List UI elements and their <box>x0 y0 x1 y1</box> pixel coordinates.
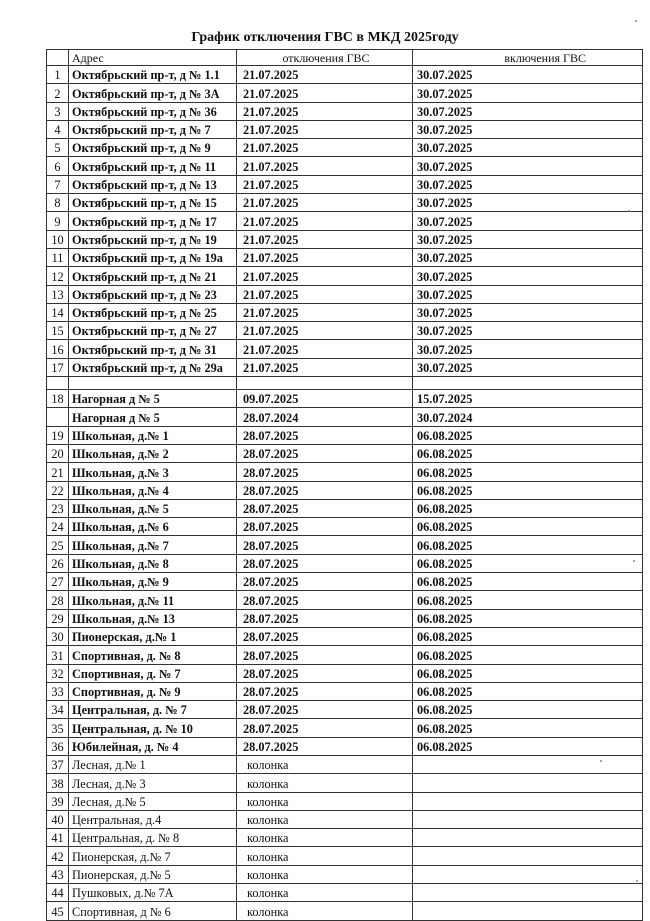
off-date-cell: 21.07.2025 <box>237 267 413 285</box>
table-row <box>47 390 643 408</box>
address-cell: Октябрьский пр-т, д № 7 <box>69 120 237 138</box>
on-date-cell: 30.07.2025 <box>413 230 643 248</box>
row-number-cell: 26 <box>47 554 69 572</box>
address-cell: Октябрьский пр-т, д № 36 <box>69 102 237 120</box>
address-cell: Октябрьский пр-т, д № 19а <box>69 248 237 266</box>
off-date-cell: 28.07.2025 <box>237 627 413 645</box>
address-cell: Школьная, д.№ 8 <box>69 554 237 572</box>
off-date-cell: 28.07.2024 <box>237 408 413 426</box>
row-number-cell: 20 <box>47 444 69 462</box>
table-row <box>47 285 643 303</box>
address-cell: Спортивная, д. № 8 <box>69 646 237 664</box>
on-date-cell: 06.08.2025 <box>413 609 643 627</box>
address-cell: Пионерская, д.№ 5 <box>69 865 237 883</box>
on-date-cell <box>413 377 643 390</box>
on-date-cell: 30.07.2025 <box>413 194 643 212</box>
row-number-cell: 2 <box>47 84 69 102</box>
on-date-cell: 06.08.2025 <box>413 444 643 462</box>
row-number-cell <box>47 377 69 390</box>
row-number-cell: 3 <box>47 102 69 120</box>
row-number-cell: 12 <box>47 267 69 285</box>
off-date-cell: 21.07.2025 <box>237 84 413 102</box>
on-date-cell: 06.08.2025 <box>413 627 643 645</box>
table-row <box>47 518 643 536</box>
address-cell: Школьная, д.№ 6 <box>69 518 237 536</box>
row-number-cell: 24 <box>47 518 69 536</box>
off-date-cell: колонка <box>237 792 413 810</box>
on-date-cell: 30.07.2025 <box>413 139 643 157</box>
table-row <box>47 847 643 865</box>
on-date-cell: 06.08.2025 <box>413 682 643 700</box>
address-cell: Октябрьский пр-т, д № 29а <box>69 358 237 376</box>
address-cell: Октябрьский пр-т, д № 15 <box>69 194 237 212</box>
row-number-cell: 42 <box>47 847 69 865</box>
scan-speck <box>633 560 635 562</box>
off-date-cell: 28.07.2025 <box>237 719 413 737</box>
address-cell <box>69 377 237 390</box>
on-date-cell: 06.08.2025 <box>413 737 643 755</box>
address-cell: Юбилейная, д. № 4 <box>69 737 237 755</box>
off-date-cell: 28.07.2025 <box>237 444 413 462</box>
row-number-cell: 9 <box>47 212 69 230</box>
table-row <box>47 481 643 499</box>
address-cell: Центральная, д.4 <box>69 810 237 828</box>
off-date-cell: 28.07.2025 <box>237 591 413 609</box>
address-cell: Октябрьский пр-т, д № 25 <box>69 303 237 321</box>
off-date-cell: 28.07.2025 <box>237 646 413 664</box>
table-row <box>47 248 643 266</box>
on-date-cell: 30.07.2025 <box>413 102 643 120</box>
scan-speck <box>635 20 637 22</box>
row-number-cell: 21 <box>47 463 69 481</box>
off-date-cell: 28.07.2025 <box>237 426 413 444</box>
table-body <box>47 50 643 921</box>
row-number-cell: 14 <box>47 303 69 321</box>
on-date-cell: 30.07.2025 <box>413 248 643 266</box>
address-cell: Спортивная, д. № 9 <box>69 682 237 700</box>
off-date-cell: 21.07.2025 <box>237 212 413 230</box>
table-row <box>47 774 643 792</box>
off-date-cell: 28.07.2025 <box>237 481 413 499</box>
table-row <box>47 230 643 248</box>
table-row <box>47 66 643 84</box>
address-cell: Школьная, д.№ 11 <box>69 591 237 609</box>
address-cell: Октябрьский пр-т, д № 11 <box>69 157 237 175</box>
address-cell: Октябрьский пр-т, д № 9 <box>69 139 237 157</box>
row-number-cell: 4 <box>47 120 69 138</box>
off-date-cell: 21.07.2025 <box>237 358 413 376</box>
row-number-cell: 43 <box>47 865 69 883</box>
off-date-cell: 28.07.2025 <box>237 536 413 554</box>
on-date-cell: 06.08.2025 <box>413 719 643 737</box>
table-row <box>47 554 643 572</box>
off-date-cell: 21.07.2025 <box>237 139 413 157</box>
table-row <box>47 267 643 285</box>
off-date-cell: колонка <box>237 829 413 847</box>
row-number-cell: 41 <box>47 829 69 847</box>
off-date-cell: колонка <box>237 865 413 883</box>
table-row <box>47 139 643 157</box>
on-date-cell: 30.07.2025 <box>413 358 643 376</box>
on-date-cell: 30.07.2025 <box>413 267 643 285</box>
table-row <box>47 829 643 847</box>
address-cell: Центральная, д. № 10 <box>69 719 237 737</box>
table-row <box>47 664 643 682</box>
on-date-cell <box>413 902 643 920</box>
table-row <box>47 755 643 773</box>
on-date-cell <box>413 810 643 828</box>
on-date-cell: 30.07.2025 <box>413 175 643 193</box>
row-number-cell: 13 <box>47 285 69 303</box>
off-date-cell: 28.07.2025 <box>237 701 413 719</box>
table-row <box>47 536 643 554</box>
address-cell: Пионерская, д.№ 7 <box>69 847 237 865</box>
off-date-cell: 28.07.2025 <box>237 609 413 627</box>
on-date-cell: 06.08.2025 <box>413 518 643 536</box>
table-row <box>47 810 643 828</box>
row-number-cell: 22 <box>47 481 69 499</box>
table-row <box>47 865 643 883</box>
on-date-cell <box>413 884 643 902</box>
outage-schedule-table <box>46 49 643 921</box>
address-cell: Школьная, д.№ 9 <box>69 573 237 591</box>
table-row <box>47 358 643 376</box>
row-number-cell: 29 <box>47 609 69 627</box>
header-on-date-cell: включения ГВС <box>413 50 643 66</box>
address-cell: Школьная, д.№ 2 <box>69 444 237 462</box>
table-row <box>47 499 643 517</box>
on-date-cell <box>413 755 643 773</box>
off-date-cell: колонка <box>237 755 413 773</box>
on-date-cell: 30.07.2025 <box>413 303 643 321</box>
on-date-cell: 30.07.2025 <box>413 322 643 340</box>
table-row <box>47 573 643 591</box>
on-date-cell <box>413 865 643 883</box>
table-row <box>47 792 643 810</box>
row-number-cell: 35 <box>47 719 69 737</box>
off-date-cell: 28.07.2025 <box>237 499 413 517</box>
off-date-cell: колонка <box>237 810 413 828</box>
table-row <box>47 646 643 664</box>
address-cell: Октябрьский пр-т, д № 27 <box>69 322 237 340</box>
row-number-cell: 40 <box>47 810 69 828</box>
table-header-row <box>47 50 643 66</box>
row-number-cell: 38 <box>47 774 69 792</box>
row-number-cell: 27 <box>47 573 69 591</box>
off-date-cell: колонка <box>237 902 413 920</box>
address-cell: Октябрьский пр-т, д № 21 <box>69 267 237 285</box>
off-date-cell: 09.07.2025 <box>237 390 413 408</box>
table-row <box>47 212 643 230</box>
off-date-cell: колонка <box>237 884 413 902</box>
address-cell: Школьная, д.№ 7 <box>69 536 237 554</box>
on-date-cell: 30.07.2025 <box>413 212 643 230</box>
table-row <box>47 463 643 481</box>
address-cell: Школьная, д.№ 1 <box>69 426 237 444</box>
off-date-cell: 28.07.2025 <box>237 463 413 481</box>
table-row <box>47 884 643 902</box>
off-date-cell: 21.07.2025 <box>237 303 413 321</box>
address-cell: Пушковых, д.№ 7А <box>69 884 237 902</box>
table-row <box>47 719 643 737</box>
address-cell: Нагорная д № 5 <box>69 390 237 408</box>
table-row <box>47 102 643 120</box>
row-number-cell: 33 <box>47 682 69 700</box>
row-number-cell: 7 <box>47 175 69 193</box>
off-date-cell: 21.07.2025 <box>237 322 413 340</box>
on-date-cell <box>413 847 643 865</box>
address-cell: Нагорная д № 5 <box>69 408 237 426</box>
table-row <box>47 444 643 462</box>
off-date-cell: 21.07.2025 <box>237 194 413 212</box>
table-row <box>47 194 643 212</box>
on-date-cell <box>413 829 643 847</box>
on-date-cell: 30.07.2024 <box>413 408 643 426</box>
on-date-cell: 30.07.2025 <box>413 157 643 175</box>
address-cell: Центральная, д. № 7 <box>69 701 237 719</box>
off-date-cell: 21.07.2025 <box>237 66 413 84</box>
off-date-cell <box>237 377 413 390</box>
off-date-cell: 21.07.2025 <box>237 175 413 193</box>
row-number-cell: 10 <box>47 230 69 248</box>
address-cell: Спортивная, д № 6 <box>69 902 237 920</box>
on-date-cell: 06.08.2025 <box>413 426 643 444</box>
address-cell: Октябрьский пр-т, д № 17 <box>69 212 237 230</box>
on-date-cell: 06.08.2025 <box>413 499 643 517</box>
address-cell: Лесная, д.№ 1 <box>69 755 237 773</box>
address-cell: Октябрьский пр-т, д № 31 <box>69 340 237 358</box>
address-cell: Октябрьский пр-т, д № 19 <box>69 230 237 248</box>
row-number-cell: 15 <box>47 322 69 340</box>
on-date-cell: 06.08.2025 <box>413 536 643 554</box>
on-date-cell <box>413 792 643 810</box>
off-date-cell: 21.07.2025 <box>237 248 413 266</box>
header-address-cell: Адрес <box>69 50 237 66</box>
address-cell: Центральная, д. № 8 <box>69 829 237 847</box>
address-cell: Школьная, д.№ 13 <box>69 609 237 627</box>
on-date-cell: 30.07.2025 <box>413 66 643 84</box>
row-number-cell: 1 <box>47 66 69 84</box>
table-row <box>47 737 643 755</box>
row-number-cell: 11 <box>47 248 69 266</box>
address-cell: Октябрьский пр-т, д № 3А <box>69 84 237 102</box>
table-row <box>47 408 643 426</box>
on-date-cell: 30.07.2025 <box>413 120 643 138</box>
table-row <box>47 591 643 609</box>
row-number-cell: 18 <box>47 390 69 408</box>
row-number-cell: 36 <box>47 737 69 755</box>
row-number-cell: 25 <box>47 536 69 554</box>
scan-speck <box>628 210 630 212</box>
off-date-cell: 21.07.2025 <box>237 120 413 138</box>
off-date-cell: 21.07.2025 <box>237 230 413 248</box>
table-row <box>47 120 643 138</box>
scan-speck <box>636 880 638 882</box>
on-date-cell <box>413 774 643 792</box>
table-row <box>47 322 643 340</box>
table-row <box>47 627 643 645</box>
off-date-cell: 21.07.2025 <box>237 157 413 175</box>
table-row <box>47 84 643 102</box>
off-date-cell: 28.07.2025 <box>237 737 413 755</box>
document-title: График отключения ГВС в МКД 2025году <box>191 30 459 45</box>
address-cell: Пионерская, д.№ 1 <box>69 627 237 645</box>
scan-speck <box>600 760 602 762</box>
table-row <box>47 682 643 700</box>
off-date-cell: 21.07.2025 <box>237 102 413 120</box>
address-cell: Школьная, д.№ 3 <box>69 463 237 481</box>
on-date-cell: 06.08.2025 <box>413 664 643 682</box>
on-date-cell: 06.08.2025 <box>413 591 643 609</box>
table-row <box>47 340 643 358</box>
off-date-cell: колонка <box>237 847 413 865</box>
address-cell: Октябрьский пр-т, д № 1.1 <box>69 66 237 84</box>
on-date-cell: 06.08.2025 <box>413 481 643 499</box>
address-cell: Школьная, д.№ 5 <box>69 499 237 517</box>
table-row <box>47 902 643 920</box>
on-date-cell: 06.08.2025 <box>413 701 643 719</box>
row-number-cell: 45 <box>47 902 69 920</box>
row-number-cell: 8 <box>47 194 69 212</box>
table-row <box>47 303 643 321</box>
on-date-cell: 06.08.2025 <box>413 573 643 591</box>
address-cell: Школьная, д.№ 4 <box>69 481 237 499</box>
address-cell: Лесная, д.№ 5 <box>69 792 237 810</box>
on-date-cell: 15.07.2025 <box>413 390 643 408</box>
row-number-cell: 39 <box>47 792 69 810</box>
row-number-cell: 17 <box>47 358 69 376</box>
row-number-cell: 31 <box>47 646 69 664</box>
header-off-date-cell: отключения ГВС <box>237 50 413 66</box>
row-number-cell: 32 <box>47 664 69 682</box>
off-date-cell: 28.07.2025 <box>237 554 413 572</box>
table-row <box>47 609 643 627</box>
header-number-cell <box>47 50 69 66</box>
off-date-cell: колонка <box>237 774 413 792</box>
row-number-cell: 28 <box>47 591 69 609</box>
address-cell: Октябрьский пр-т, д № 23 <box>69 285 237 303</box>
row-number-cell: 16 <box>47 340 69 358</box>
table-row <box>47 175 643 193</box>
row-number-cell: 23 <box>47 499 69 517</box>
off-date-cell: 28.07.2025 <box>237 518 413 536</box>
row-number-cell: 6 <box>47 157 69 175</box>
row-number-cell: 44 <box>47 884 69 902</box>
off-date-cell: 28.07.2025 <box>237 682 413 700</box>
off-date-cell: 21.07.2025 <box>237 285 413 303</box>
row-number-cell: 5 <box>47 139 69 157</box>
on-date-cell: 30.07.2025 <box>413 340 643 358</box>
on-date-cell: 06.08.2025 <box>413 646 643 664</box>
address-cell: Лесная, д.№ 3 <box>69 774 237 792</box>
spacer-row <box>47 377 643 390</box>
off-date-cell: 28.07.2025 <box>237 573 413 591</box>
on-date-cell: 06.08.2025 <box>413 463 643 481</box>
table-row <box>47 157 643 175</box>
address-cell: Спортивная, д. № 7 <box>69 664 237 682</box>
row-number-cell: 19 <box>47 426 69 444</box>
table-row <box>47 426 643 444</box>
on-date-cell: 06.08.2025 <box>413 554 643 572</box>
row-number-cell: 37 <box>47 755 69 773</box>
off-date-cell: 21.07.2025 <box>237 340 413 358</box>
row-number-cell: 34 <box>47 701 69 719</box>
off-date-cell: 28.07.2025 <box>237 664 413 682</box>
on-date-cell: 30.07.2025 <box>413 285 643 303</box>
on-date-cell: 30.07.2025 <box>413 84 643 102</box>
row-number-cell: 30 <box>47 627 69 645</box>
address-cell: Октябрьский пр-т, д № 13 <box>69 175 237 193</box>
row-number-cell <box>47 408 69 426</box>
table-row <box>47 701 643 719</box>
